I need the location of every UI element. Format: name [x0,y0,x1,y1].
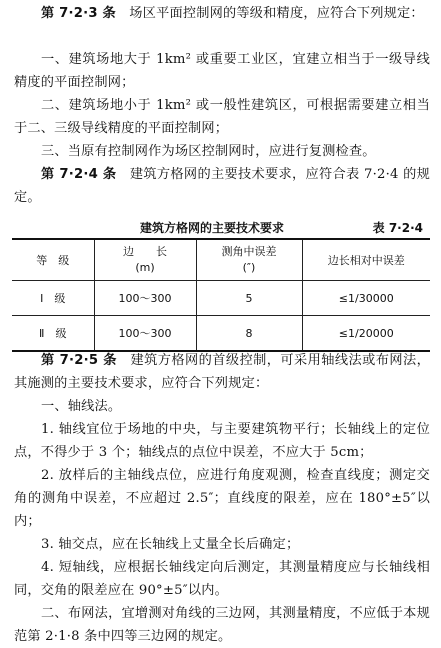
clause-7-2-4 [14,163,430,209]
table-row [12,281,430,316]
cell-angle: 5 [196,281,302,316]
cell-side: 100～300 [94,281,196,316]
cell-angle: 8 [196,316,302,352]
table-row [12,316,430,352]
cell-relative: ≤1/20000 [302,316,430,352]
clause-number: 第 7·2·5 条 [41,353,117,368]
cell-relative: ≤1/30000 [302,281,430,316]
table-header-row [12,239,430,281]
cell-grade: Ⅰ 级 [12,281,94,316]
paragraph-item-1: 一、建筑场地大于 1km² 或重要工业区，宜建立相当于一级导线精度的平面控制网； [14,52,430,90]
table-title: 建筑方格网的主要技术要求 [140,221,285,235]
clause-number: 第 7·2·3 条 [41,6,116,21]
spec-table [12,238,430,352]
header-grade: 等 级 [12,239,94,281]
method-axis: 一、轴线法。 [41,399,122,414]
axis-rule-1: 1. 轴线宜位于场地的中央，与主要建筑物平行；长轴线上的定位点，不得少于 3 个；轴线点的点位中误差，不应大于 5cm； [14,422,430,460]
header-side-length: 边 长 (m) [94,239,196,281]
table-caption [0,219,441,237]
paragraph-item-3: 三、当原有控制网作为场区控制网时，应进行复测检查。 [41,144,376,159]
clause-7-2-3 [14,2,430,25]
cell-side: 100～300 [94,316,196,352]
table-number: 表 7·2·4 [372,221,423,235]
cell-grade: Ⅱ 级 [12,316,94,352]
clause-text: 建筑方格网的主要技术要求，应符合表 7·2·4 的规定。 [14,167,431,205]
axis-rule-2: 2. 放样后的主轴线点位，应进行角度观测，检查直线度；测定交角的测角中误差，不应超过 2.5″；直线度的限差，应在 180°±5″以内； [14,468,430,529]
clause-number: 第 7·2·4 条 [41,167,117,182]
clause-7-2-5 [14,349,430,395]
header-angle-error: 测角中误差 (″) [196,239,302,281]
header-relative-error: 边长相对中误差 [302,239,430,281]
paragraph-item-2: 二、建筑场地小于 1km² 或一般性建筑区，可根据需要建立相当于二、三级导线精度的平面控制网； [14,98,430,136]
clause-text: 场区平面控制网的等级和精度，应符合下列规定： [129,6,424,21]
axis-rule-4: 4. 短轴线，应根据长轴线定向后测定，其测量精度应与长轴线相同，交角的限差应在 90°±5″以内。 [14,560,430,598]
axis-rule-3: 3. 轴交点，应在长轴线上丈量全长后确定； [41,537,300,552]
method-network: 二、布网法，宜增测对角线的三边网，其测量精度，不应低于本规范第 2·1·8 条中四等三边网的规定。 [14,606,430,644]
clause-text: 建筑方格网的首级控制，可采用轴线法或布网法，其施测的主要技术要求，应符合下列规定： [14,353,430,391]
